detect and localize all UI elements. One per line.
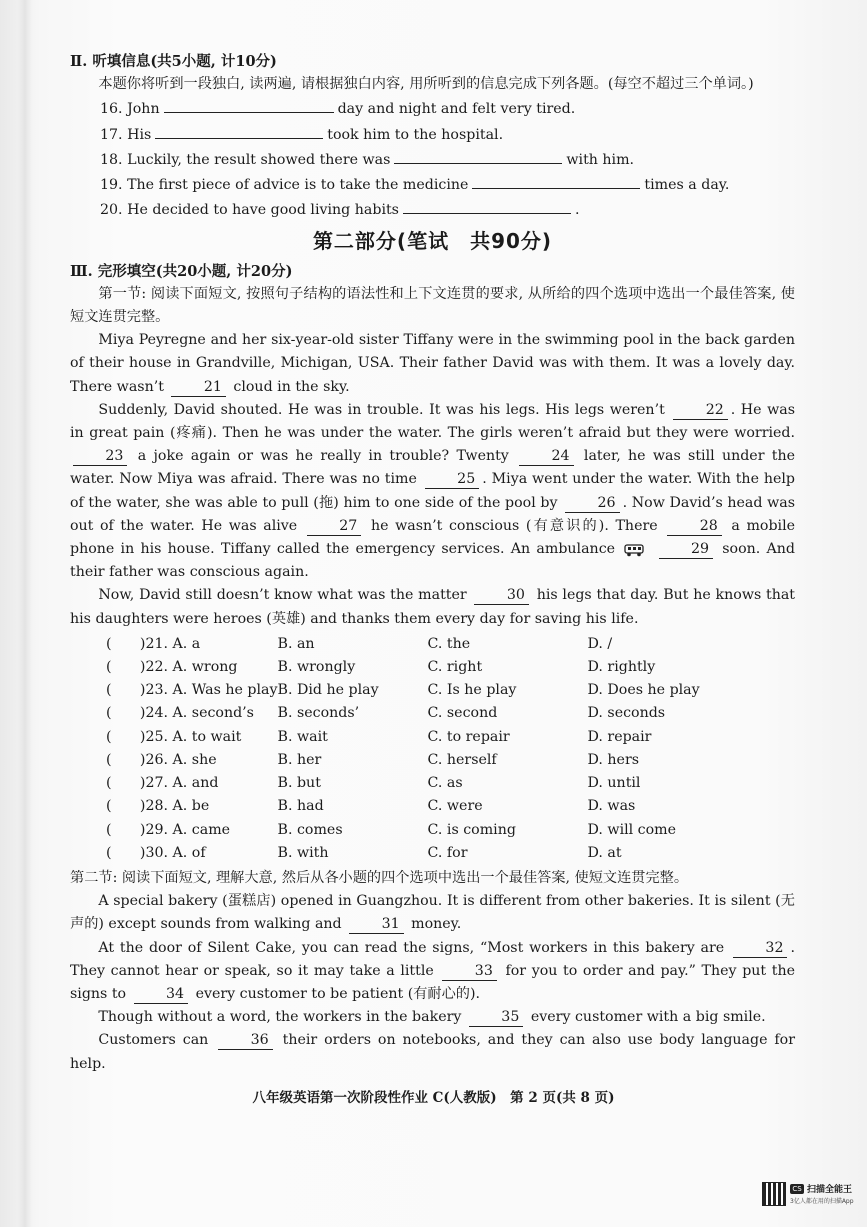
option-number-and-a[interactable]: ( )27. A. and — [106, 775, 219, 792]
bakery-paragraph-4: Customers can 36 their orders on notebooks, and they can also use body language for help. — [70, 1032, 795, 1072]
option-row — [70, 749, 795, 772]
option-number-and-a[interactable]: ( )30. A. of — [106, 844, 206, 861]
section-ii-title: Ⅱ. 听填信息(共5小题, 计10分) — [70, 53, 277, 70]
option-number-and-a[interactable]: ( )26. A. she — [106, 751, 217, 768]
option-row — [70, 795, 795, 818]
option-b[interactable]: B. but — [277, 775, 321, 792]
option-b[interactable]: B. with — [277, 844, 329, 861]
answer-blank-18[interactable] — [394, 147, 562, 164]
option-b[interactable]: B. her — [277, 751, 322, 768]
question-19: 19. The first piece of advice is to take the medicine times a day. — [100, 172, 795, 197]
bakery-paragraph-1: A special bakery (蛋糕店) opened in Guangzhou. It is different from other bakeries. It is silent (无声的) except sounds from walking and 31 money. — [70, 893, 795, 933]
answer-blank-19[interactable] — [472, 172, 640, 189]
option-c[interactable]: C. as — [427, 775, 463, 792]
option-number-and-a[interactable]: ( )28. A. be — [106, 798, 210, 815]
scanner-app-tagline: 3亿人都在用的扫描App — [790, 1198, 854, 1205]
blank-23[interactable]: 23 — [73, 447, 127, 466]
section-iii-part1-instruction: 第一节: 阅读下面短文, 按照句子结构的语法性和上下文连贯的要求, 从所给的四个选项中选出一个最佳答案, 使短文连贯完整。 — [70, 285, 795, 326]
option-d[interactable]: D. will come — [587, 821, 677, 838]
option-d[interactable]: D. repair — [587, 728, 652, 745]
blank-26[interactable]: 26 — [565, 494, 619, 513]
option-row — [70, 772, 795, 795]
cloze-paragraph-2: Suddenly, David shouted. He was in trouble. It was his legs. His legs weren’t 22 . He was in great pain (疼痛). Then he was under the water. The girls weren’t afraid but they were worried. 23 a joke again or was he really in trouble? Twenty 24 later, he was still under the water. Now Miya was afraid. There was no time 25 . Miya went under the water. With the help of the water, she was able to pull (拖) him to one side of the pool by 26 . Now David’s head was out of the water. He was alive 27 he wasn’t conscious (有意识的). There 28 a mobile phone in his house. Tiffany called the emergency services. An ambulance 29 soon. And their father was conscious again. — [70, 401, 796, 581]
option-number-and-a[interactable]: ( )29. A. came — [106, 821, 231, 838]
blank-30[interactable]: 30 — [474, 586, 528, 605]
page-footer: 八年级英语第一次阶段性作业 C(人教版) 第 2 页(共 8 页) — [252, 1090, 615, 1106]
scanner-watermark — [762, 1182, 862, 1212]
question-20: 20. He decided to have good living habits . — [100, 197, 795, 222]
option-row — [70, 656, 795, 679]
option-number-and-a[interactable]: ( )22. A. wrong — [106, 659, 238, 676]
blank-29[interactable]: 29 — [659, 540, 713, 559]
blank-21[interactable]: 21 — [171, 378, 225, 397]
option-c[interactable]: C. herself — [427, 751, 497, 768]
blank-36[interactable]: 36 — [218, 1031, 272, 1050]
camscanner-logo-icon: CS — [790, 1184, 804, 1194]
option-row — [70, 726, 795, 749]
scanner-app-name: 扫描全能王 — [807, 1185, 853, 1195]
option-number-and-a[interactable]: ( )23. A. Was he play — [106, 682, 278, 699]
option-number-and-a[interactable]: ( )25. A. to wait — [106, 728, 242, 745]
options-table — [70, 633, 795, 865]
blank-24[interactable]: 24 — [519, 447, 573, 466]
option-b[interactable]: B. had — [277, 798, 324, 815]
option-d[interactable]: D. seconds — [587, 705, 666, 722]
question-18: 18. Luckily, the result showed there was with him. — [100, 147, 795, 172]
cloze-paragraph-1: Miya Peyregne and her six-year-old sister Tiffany were in the swimming pool in the back garden of their house in Grandville, Michigan, USA. Their father David was with them. It was a lovely day. There wasn’t 21 cloud in the sky. — [70, 332, 795, 395]
bakery-paragraph-3: Though without a word, the workers in the bakery 35 every customer with a big smile. — [98, 1009, 766, 1026]
answer-blank-17[interactable] — [155, 122, 323, 139]
question-16: 16. John day and night and felt very tired. — [100, 96, 795, 121]
option-c[interactable]: C. were — [427, 798, 483, 815]
option-d[interactable]: D. hers — [587, 751, 640, 768]
bakery-paragraph-2: At the door of Silent Cake, you can read the signs, “Most workers in this bakery are 32 . They cannot hear or speak, so it may take a little 33 for you to order and pay.” They put the signs to 34 every customer to be patient (有耐心的). — [70, 939, 795, 1002]
option-b[interactable]: B. seconds’ — [277, 705, 360, 722]
option-d[interactable]: D. Does he play — [587, 682, 700, 699]
option-row — [70, 819, 795, 842]
option-c[interactable]: C. for — [427, 844, 468, 861]
question-17: 17. His took him to the hospital. — [100, 122, 795, 147]
option-b[interactable]: B. an — [277, 635, 315, 652]
part-two-title: 第二部分(笔试 共90分) — [312, 229, 553, 254]
option-row — [70, 679, 795, 702]
option-d[interactable]: D. was — [587, 798, 636, 815]
blank-32[interactable]: 32 — [733, 939, 787, 958]
option-row — [70, 702, 795, 725]
option-d[interactable]: D. / — [587, 635, 613, 652]
answer-blank-20[interactable] — [403, 197, 571, 214]
option-row — [70, 633, 795, 656]
option-c[interactable]: C. Is he play — [427, 682, 517, 699]
qr-code-icon — [762, 1182, 786, 1206]
option-d[interactable]: D. until — [587, 775, 641, 792]
option-c[interactable]: C. the — [427, 635, 471, 652]
page-content — [70, 50, 795, 1076]
section-iii-part2-instruction: 第二节: 阅读下面短文, 理解大意, 然后从各小题的四个选项中选出一个最佳答案, 使短文连贯完整。 — [70, 869, 689, 886]
option-row — [70, 842, 795, 865]
option-d[interactable]: D. at — [587, 844, 622, 861]
section-iii-title: Ⅲ. 完形填空(共20小题, 计20分) — [70, 262, 293, 280]
option-c[interactable]: C. second — [427, 705, 498, 722]
page-fold-shadow — [18, 0, 32, 1227]
blank-33[interactable]: 33 — [442, 962, 496, 981]
option-d[interactable]: D. rightly — [587, 659, 656, 676]
option-b[interactable]: B. wrongly — [277, 659, 356, 676]
section-ii-instruction: 本题你将听到一段独白, 读两遍, 请根据独白内容, 用所听到的信息完成下列各题。(每空不超过三个单词。) — [98, 76, 754, 93]
blank-34[interactable]: 34 — [134, 985, 188, 1004]
ambulance-icon — [624, 542, 646, 557]
option-number-and-a[interactable]: ( )24. A. second’s — [106, 705, 254, 722]
option-c[interactable]: C. to repair — [427, 728, 510, 745]
option-c[interactable]: C. right — [427, 659, 483, 676]
option-b[interactable]: B. comes — [277, 821, 343, 838]
blank-31[interactable]: 31 — [349, 915, 403, 934]
option-number-and-a[interactable]: ( )21. A. a — [106, 635, 201, 652]
cloze-paragraph-3: Now, David still doesn’t know what was the matter 30 his legs that day. But he knows that his daughters were heroes (英雄) and thanks them every day for saving his life. — [70, 587, 796, 627]
option-c[interactable]: C. is coming — [427, 821, 516, 838]
blank-28[interactable]: 28 — [667, 517, 721, 536]
blank-22[interactable]: 22 — [673, 401, 727, 420]
option-b[interactable]: B. wait — [277, 728, 328, 745]
blank-35[interactable]: 35 — [469, 1008, 523, 1027]
blank-27[interactable]: 27 — [307, 517, 361, 536]
option-b[interactable]: B. Did he play — [277, 682, 379, 699]
blank-25[interactable]: 25 — [425, 470, 479, 489]
answer-blank-16[interactable] — [164, 96, 334, 113]
